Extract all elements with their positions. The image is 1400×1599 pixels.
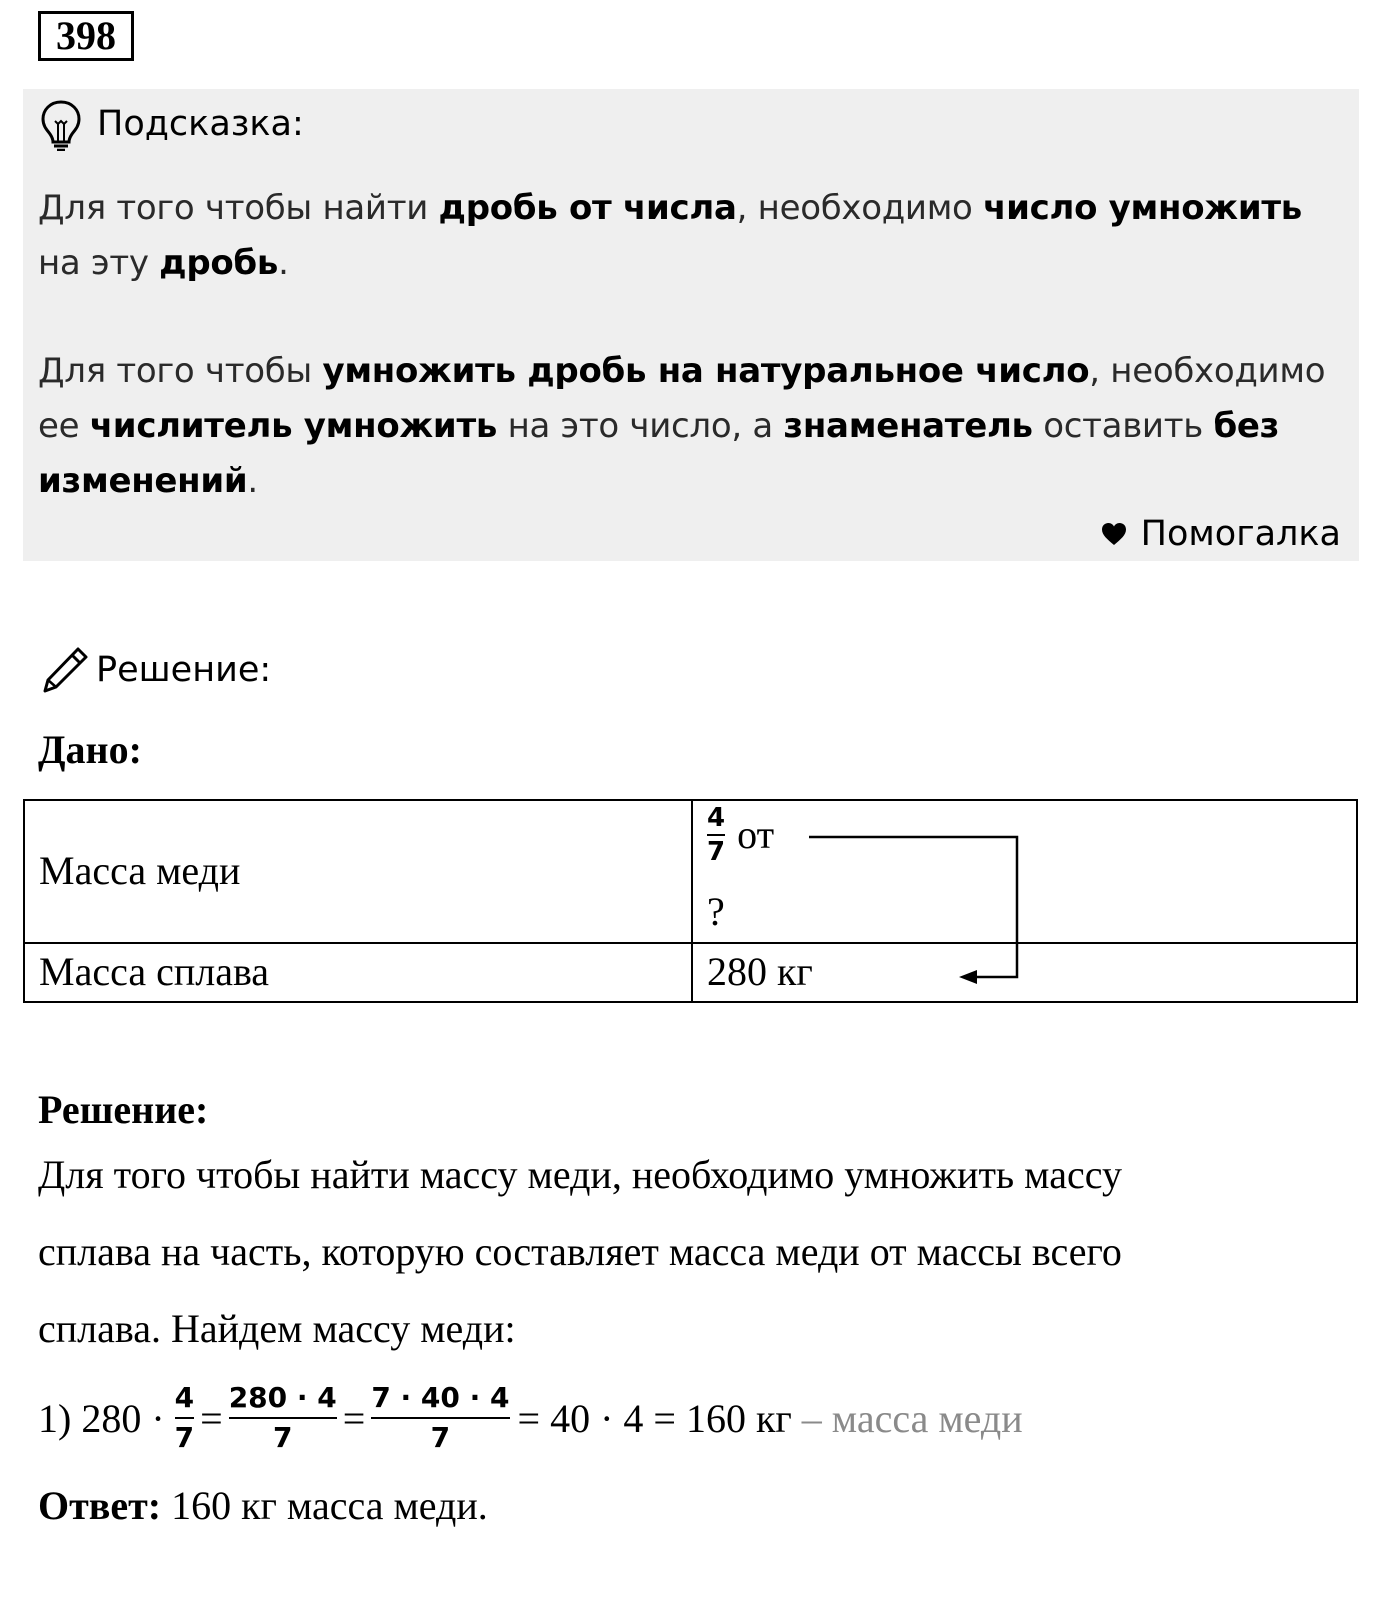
copper-mass-label: Масса меди <box>39 848 241 893</box>
task-number: 398 <box>38 11 134 61</box>
alloy-mass-value: 280 кг <box>707 949 813 994</box>
hint-paragraph-multiply-fraction: Для того чтобы умножить дробь на натуральное число, необходимо ее числитель умножить на это число, а знаменатель оставить без изменений. <box>38 351 1326 501</box>
hint-paragraph-fraction-of-number: Для того чтобы найти дробь от числа, необходимо число умножить на эту дробь. <box>38 188 1302 283</box>
answer-label: Ответ: <box>38 1483 162 1528</box>
reference-arrow <box>25 801 1356 1001</box>
given-label: Дано: <box>38 727 142 772</box>
fraction-2-numerator: 280 · 4 <box>228 1381 337 1414</box>
given-table <box>23 799 1358 1003</box>
answer <box>38 1478 488 1534</box>
formula-prefix: 1) 280 · <box>38 1395 165 1441</box>
solution-formula <box>38 1375 1023 1461</box>
pencil-icon <box>40 645 90 695</box>
equals-sign: = <box>342 1395 366 1441</box>
solution-text-line-3: сплава. Найдем массу меди: <box>38 1306 516 1351</box>
equals-sign: = <box>200 1395 223 1441</box>
formula-result: = 40 · 4 = 160 кг <box>517 1395 792 1441</box>
fraction-1-numerator: 4 <box>174 1381 195 1414</box>
fraction-2-denominator: 7 <box>272 1421 293 1454</box>
fraction-1 <box>174 1381 195 1454</box>
heart-icon <box>1101 522 1127 546</box>
lightbulb-icon <box>39 99 83 151</box>
helper-label: Помогалка <box>1140 514 1341 554</box>
fraction-1-denominator: 7 <box>174 1421 195 1454</box>
solution-heading <box>40 642 271 698</box>
solution-heading-label: Решение: <box>96 650 272 690</box>
fraction-suffix: от <box>737 812 775 857</box>
fraction-2 <box>228 1381 337 1454</box>
formula-comment: – масса меди <box>801 1395 1023 1441</box>
fraction-3-denominator: 7 <box>430 1421 451 1454</box>
hint-box <box>23 89 1359 561</box>
fraction-3-numerator: 7 · 40 · 4 <box>371 1381 510 1414</box>
solution-text-line-2: сплава на часть, которую составляет масса меди от массы всего <box>38 1229 1122 1274</box>
copper-mass-question: ? <box>707 889 725 934</box>
helper-signature <box>1101 513 1341 555</box>
fraction-denominator: 7 <box>707 837 726 867</box>
solution-label: Решение: <box>38 1087 209 1132</box>
answer-text: 160 кг масса меди. <box>161 1483 488 1528</box>
alloy-mass-label: Масса сплава <box>39 949 270 994</box>
fraction-numerator: 4 <box>707 803 726 833</box>
fraction-3 <box>371 1381 510 1454</box>
solution-text-line-1: Для того чтобы найти массу меди, необходимо умножить массу <box>38 1152 1122 1197</box>
hint-title: Подсказка: <box>97 104 304 144</box>
